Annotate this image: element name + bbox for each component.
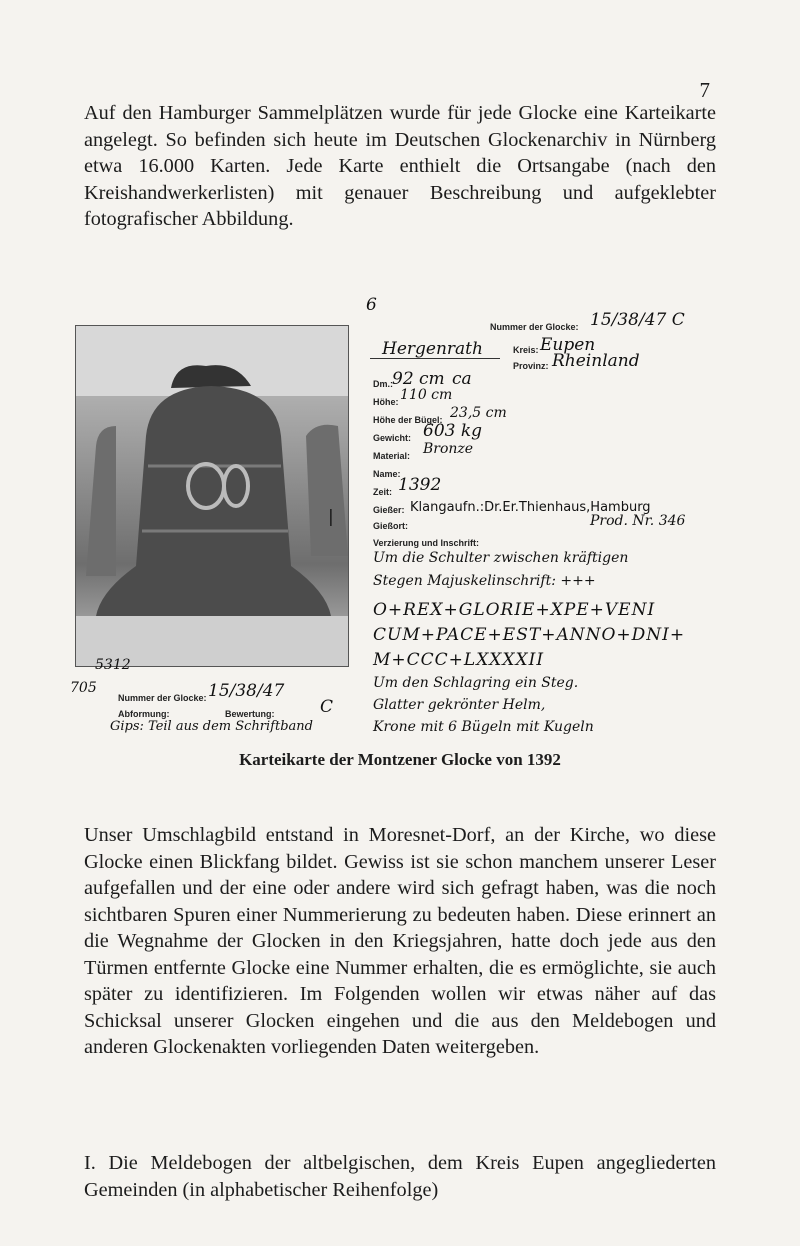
intro-paragraph: Auf den Hamburger Sammelplätzen wurde für jede Glocke eine Karteikarte angelegt. So befinden sich heute im Deutschen Glockenarchiv in Nürnberg etwa 16.000 Karten. Jede Karte enthielt die Ortsangabe (nach den Kreishandwerkerlisten) mit genauer Beschreibung und aufgeklebter fotografischer Abbildung.: [84, 102, 716, 230]
label-gewicht: Gewicht:: [373, 433, 412, 443]
value-hoehe-buegel: 23,5 cm: [450, 405, 507, 421]
inscription-line-7: Glatter gekrönter Helm,: [373, 697, 546, 713]
label-zeit: Zeit:: [373, 487, 392, 497]
label-giessort: Gießort:: [373, 521, 408, 531]
value-dm-unit: ca: [452, 369, 472, 389]
label-material: Material:: [373, 451, 411, 461]
value-nummer-bottom: 15/38/47: [208, 681, 285, 701]
value-gewicht: 603 kg: [423, 421, 483, 441]
page-number: 7: [699, 78, 710, 102]
label-name: Name:: [373, 469, 401, 479]
value-dm: 92 cm: [392, 369, 445, 389]
cover-image-paragraph: Unser Umschlagbild entstand in Moresnet-Dorf, an der Kirche, wo diese Glocke einen Blickfang bildet. Gewiss ist sie schon manchem unserer Leser aufgefallen und der eine oder andere wird sich gefragt haben, was die noch sichtbaren Spuren einer Nummerierung zu bedeuten haben. Diese erinnert an die Wegnahme der Glocken in den Kriegsjahren, hatte doch jede aus den Türmen entfernte Glocke eine Nummer erhalten, die es ermöglichte, sie auch später zu identifizieren. Im Folgenden wollen wir etwas näher auf das Schicksal unserer Glocken eingehen und die aus den Meldebogen und anderen Glockenakten vorliegenden Daten weitergeben.: [84, 824, 716, 1058]
side-number-2: 705: [70, 680, 97, 696]
section-heading-paragraph: I. Die Meldebogen der altbelgischen, dem Kreis Eupen angegliederten Gemeinden (in alphabetischer Reihenfolge): [84, 1152, 716, 1201]
inscription-line-5: M+CCC+LXXXXII: [373, 650, 545, 670]
value-provinz: Rheinland: [552, 351, 640, 371]
value-hoehe: 110 cm: [400, 387, 453, 403]
value-material: Bronze: [423, 441, 474, 457]
inscription-line-4: CUM+PACE+EST+ANNO+DNI+: [373, 625, 686, 645]
label-abformung: Abformung:: [118, 709, 170, 719]
photo-note: Gips: Teil aus dem Schriftband: [110, 719, 313, 734]
card-top-mark: 6: [366, 295, 377, 315]
value-bewertung: C: [320, 697, 334, 717]
label-giesser: Gießer:: [373, 505, 405, 515]
label-nummer-bottom: Nummer der Glocke:: [118, 693, 207, 703]
value-nummer-top: 15/38/47 C: [590, 310, 685, 330]
inscription-line-1: Um die Schulter zwischen kräftigen: [373, 550, 629, 566]
value-giessort: Prod. Nr. 346: [590, 513, 686, 529]
label-provinz: Provinz:: [513, 361, 549, 371]
label-dm: Dm.:: [373, 379, 393, 389]
label-nummer-top: Nummer der Glocke:: [490, 322, 579, 332]
value-zeit: 1392: [398, 475, 442, 495]
inscription-line-6: Um den Schlagring ein Steg.: [373, 675, 579, 691]
margin-stroke: |: [328, 507, 334, 527]
archive-card-figure: [70, 295, 718, 740]
figure-caption: Karteikarte der Montzener Glocke von 1392: [239, 750, 561, 769]
inscription-line-2: Stegen Majuskelinschrift: +++: [373, 573, 596, 589]
label-hoehe-buegel: Höhe der Bügel:: [373, 415, 443, 425]
inscription-line-3: O+REX+GLORIE+XPE+VENI: [373, 600, 656, 620]
label-bewertung: Bewertung:: [225, 709, 275, 719]
inscription-line-8: Krone mit 6 Bügeln mit Kugeln: [373, 719, 594, 735]
value-kreis: Eupen: [540, 335, 596, 355]
label-hoehe: Höhe:: [373, 397, 399, 407]
value-giesser: Klangaufn.:Dr.Er.Thienhaus,Hamburg: [410, 500, 651, 515]
ort-underline: [370, 358, 500, 359]
label-kreis: Kreis:: [513, 345, 539, 355]
bell-photo: [75, 325, 349, 667]
label-verzierung: Verzierung und Inschrift:: [373, 538, 480, 548]
side-number-1: 5312: [95, 657, 131, 673]
value-ort: Hergenrath: [382, 339, 483, 359]
bell-illustration: [76, 326, 348, 666]
